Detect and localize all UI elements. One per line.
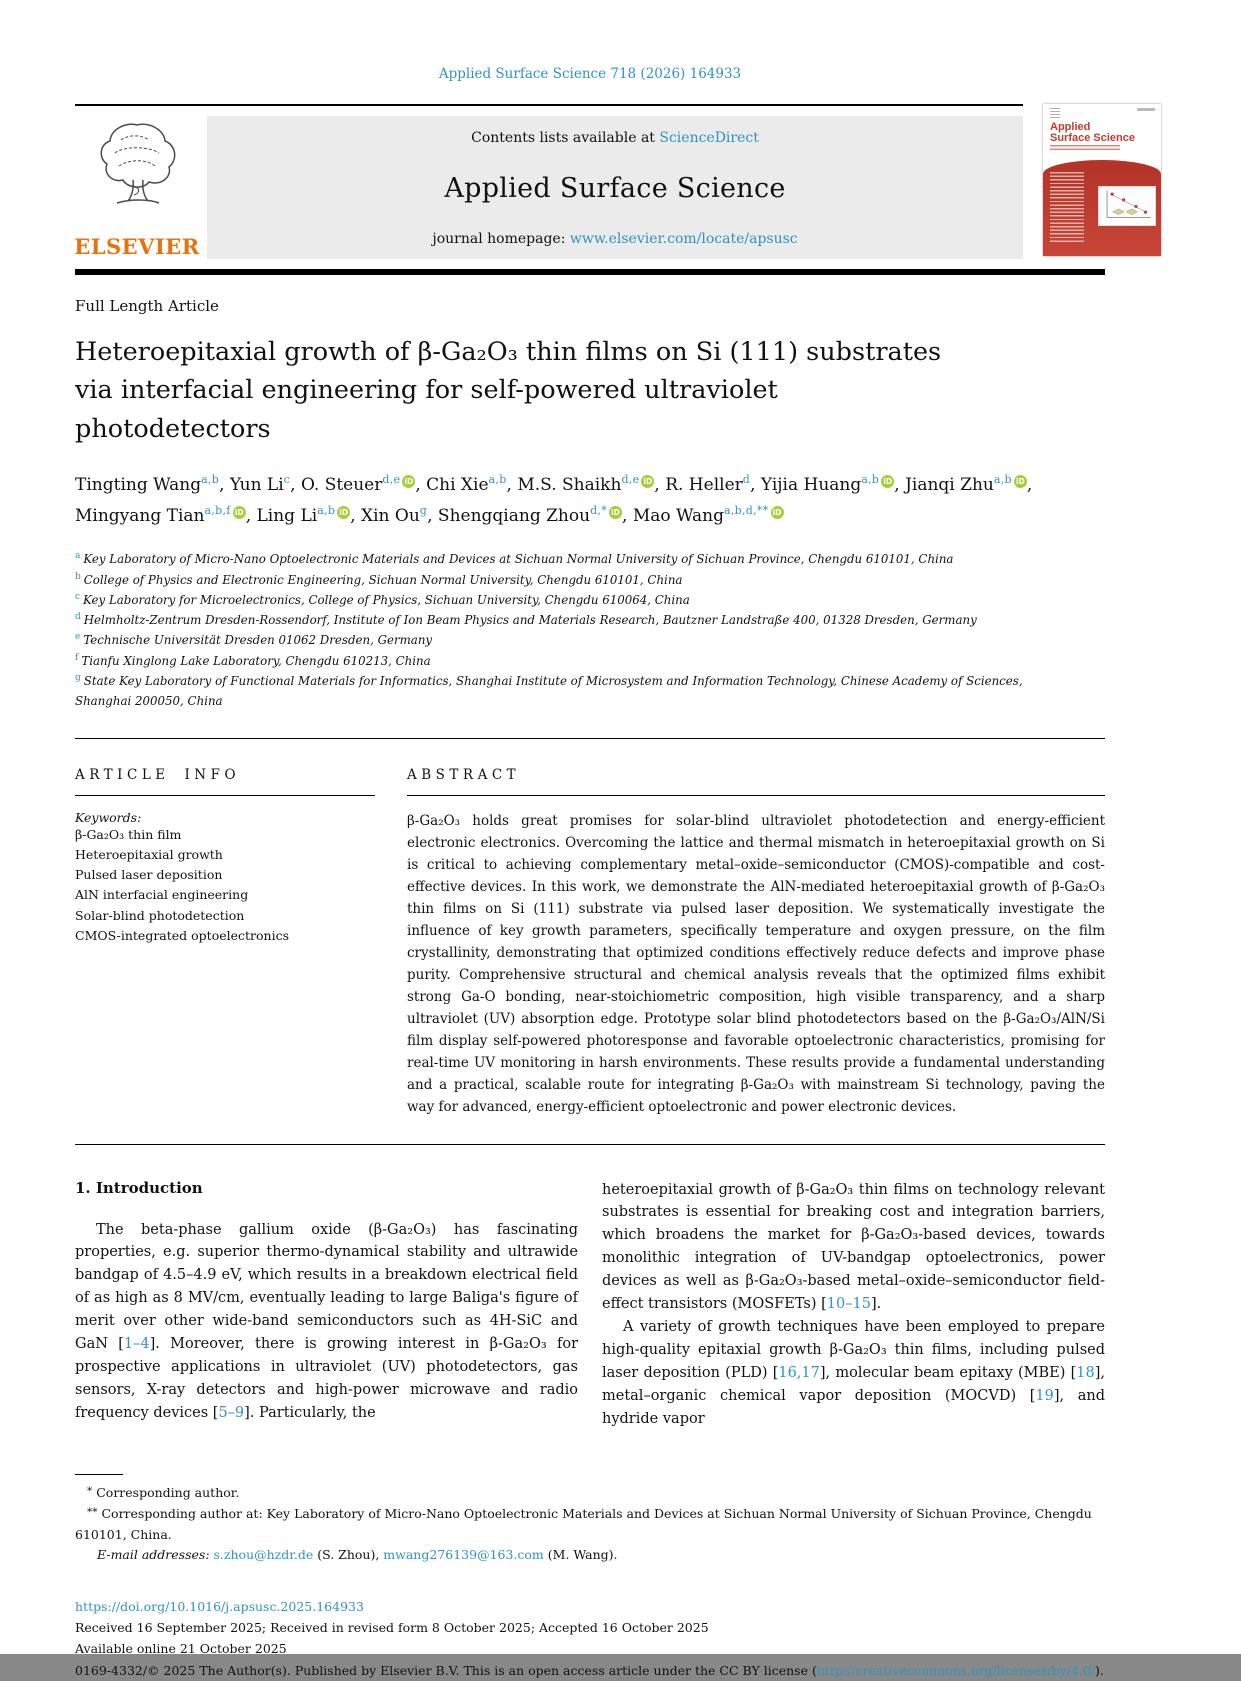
journal-cover-thumbnail bbox=[1043, 104, 1161, 256]
orcid-icon[interactable]: iD bbox=[881, 475, 894, 488]
superscript-marker: g bbox=[419, 503, 428, 517]
orcid-icon[interactable]: iD bbox=[1014, 475, 1027, 488]
intro-left-column bbox=[75, 1179, 578, 1431]
keywords-label: Keywords: bbox=[75, 809, 142, 825]
text-segment: , Yun Li bbox=[219, 474, 284, 495]
cover-editor-list bbox=[1050, 172, 1084, 242]
keyword-item: Pulsed laser deposition bbox=[75, 867, 223, 882]
text-segment: , Mao Wang bbox=[622, 505, 724, 526]
affiliation-text: Key Laboratory for Microelectronics, College of Physics, Sichuan University, Chengdu 610064, China bbox=[83, 592, 690, 607]
affiliation-letter: d bbox=[75, 612, 81, 623]
inline-link[interactable]: 19 bbox=[1035, 1387, 1054, 1404]
cover-inset-chart bbox=[1098, 186, 1156, 226]
affiliation-letter: c bbox=[75, 591, 81, 602]
inline-link[interactable]: 10–15 bbox=[826, 1296, 871, 1313]
text-segment: , M.S. Shaikh bbox=[506, 474, 622, 495]
text-segment: , O. Steuer bbox=[290, 474, 383, 495]
superscript-marker: a,b bbox=[861, 472, 880, 486]
affiliation-letter: b bbox=[75, 571, 81, 582]
abstract-column bbox=[407, 767, 1105, 1118]
article-info-heading: ARTICLE INFO bbox=[75, 766, 241, 783]
text-segment: , Yijia Huang bbox=[750, 474, 862, 495]
section-divider bbox=[75, 738, 1105, 739]
introduction-section bbox=[75, 1179, 1105, 1431]
keyword-item: AlN interfacial engineering bbox=[75, 887, 249, 903]
text-segment: Corresponding author at: Key Laboratory of Micro-Nano Optoelectronic Materials and Devices at Sichuan Normal University of Sichuan Province, Chengdu 610101, China. bbox=[75, 1506, 1092, 1542]
cover-issue-mark bbox=[1137, 108, 1155, 111]
text-segment: Corresponding author. bbox=[92, 1485, 240, 1501]
text-segment: Tingting Wang bbox=[75, 474, 202, 495]
text-segment: ). bbox=[1095, 1662, 1104, 1678]
footnote-rule bbox=[75, 1474, 123, 1475]
superscript-marker: d,* bbox=[590, 503, 608, 517]
affiliation-letter: g bbox=[75, 672, 81, 683]
text-segment: The beta-phase gallium oxide (β-Ga₂O₃) has fascinating properties, e.g. superior thermo-dynamical stability and ultrawide bandgap of 4.5–4.9 eV, which results in a breakdown electrical field of as high as 8 MV/cm, eventually leading to large Baliga's figure of merit over other wide-band semiconductors such as 4H-SiC and GaN [ bbox=[75, 1221, 578, 1353]
keyword-item: Solar-blind photodetection bbox=[75, 907, 245, 923]
text-segment: ]. Particularly, the bbox=[244, 1404, 376, 1421]
text-segment: A variety of growth techniques have been employed to prepare high-quality epitaxial growth β-Ga₂O₃ thin films, including pulsed laser deposition (PLD) [ bbox=[602, 1318, 1105, 1381]
abstract-heading: ABSTRACT bbox=[407, 766, 521, 783]
sciencedirect-link[interactable]: ScienceDirect bbox=[659, 130, 759, 146]
orcid-icon[interactable]: iD bbox=[233, 506, 246, 519]
orcid-icon[interactable]: iD bbox=[641, 475, 654, 488]
journal-title: Applied Surface Science bbox=[444, 173, 786, 204]
available-online: Available online 21 October 2025 bbox=[75, 1641, 287, 1657]
orcid-icon[interactable]: iD bbox=[402, 475, 415, 488]
keyword-item: β-Ga₂O₃ thin film bbox=[75, 826, 182, 842]
text-segment: , Shengqiang Zhou bbox=[427, 505, 591, 526]
affiliation-row bbox=[75, 549, 1075, 569]
superscript-marker: a,b,f bbox=[204, 503, 231, 517]
affiliation-letter: a bbox=[75, 551, 81, 562]
text-segment: , Ling Li bbox=[245, 505, 318, 526]
text-segment: , Xin Ou bbox=[350, 505, 420, 526]
text-segment: ]. Moreover, there is growing interest in β-Ga₂O₃ for prospective applications in ultraviolet (UV) photodetectors, gas sensors, X-ray detectors and high-power microwave and radio frequency devices [ bbox=[75, 1336, 578, 1421]
affiliation-row bbox=[75, 570, 1075, 590]
contents-prefix: Contents lists available at bbox=[471, 130, 660, 146]
journal-header-main bbox=[75, 104, 1023, 259]
affiliation-row bbox=[75, 671, 1075, 712]
inline-link[interactable]: 16,17 bbox=[778, 1364, 820, 1381]
text-segment: , Chi Xie bbox=[415, 474, 489, 495]
publication-metadata bbox=[75, 1596, 1105, 1681]
text-segment: ], and hydride vapor bbox=[602, 1387, 1105, 1427]
text-segment: (M. Wang). bbox=[543, 1547, 618, 1563]
orcid-icon[interactable]: iD bbox=[609, 506, 622, 519]
keyword-item: Heteroepitaxial growth bbox=[75, 846, 223, 862]
superscript-marker: a,b,d,** bbox=[723, 503, 769, 517]
superscript-marker: a,b bbox=[488, 472, 507, 486]
affiliation-text: Technische Universität Dresden 01062 Dresden, Germany bbox=[83, 633, 433, 648]
journal-homepage-link[interactable]: www.elsevier.com/locate/apsusc bbox=[569, 231, 798, 247]
keyword-item: CMOS-integrated optoelectronics bbox=[75, 927, 290, 943]
intro-paragraph bbox=[602, 1316, 1105, 1431]
affiliation-letter: f bbox=[75, 652, 79, 663]
text-segment: ]. bbox=[870, 1296, 882, 1313]
affiliation-list bbox=[75, 549, 1241, 711]
text-segment: E-mail addresses: bbox=[97, 1547, 214, 1563]
journal-header bbox=[75, 104, 1161, 259]
inline-link[interactable]: mwang276139@163.com bbox=[383, 1547, 544, 1563]
intro-paragraph bbox=[75, 1219, 578, 1425]
text-segment: , Mingyang Tian bbox=[75, 474, 1033, 526]
abstract-rule bbox=[407, 795, 1105, 796]
doi-link[interactable]: https://doi.org/10.1016/j.apsusc.2025.164933 bbox=[75, 1598, 364, 1614]
orcid-icon[interactable]: iD bbox=[771, 506, 784, 519]
superscript-marker: a,b bbox=[993, 472, 1012, 486]
intro-paragraph bbox=[602, 1179, 1105, 1316]
text-segment: , Jianqi Zhu bbox=[894, 474, 994, 495]
contents-line bbox=[217, 130, 1013, 146]
inline-link[interactable]: 18 bbox=[1076, 1364, 1095, 1381]
homepage-line bbox=[217, 231, 1013, 247]
inline-link[interactable]: 5–9 bbox=[218, 1404, 245, 1421]
affiliation-row bbox=[75, 651, 1075, 671]
info-abstract-section bbox=[75, 767, 1105, 1118]
elsevier-logo[interactable] bbox=[75, 116, 207, 259]
abstract-text: β-Ga₂O₃ holds great promises for solar-blind ultraviolet photodetection and energy-efficient electronic electronics. Overcoming the lattice and thermal mismatch in heteroepitaxial growth on Si is critical to achieving complementary metal–oxide–semiconductor (CMOS)-compatible and cost-effective devices. In this work, we demonstrate the AlN-mediated heteroepitaxial growth of β-Ga₂O₃ thin films on Si (111) substrate via pulsed laser deposition. We systematically investigate the influence of key growth parameters, specifically temperature and oxygen pressure, on the film crystallinity, demonstrating that optimized conditions effectively reduce defects and improve phase purity. Comprehensive structural and chemical analysis reveals that the optimized films exhibit strong Ga-O bonding, near-stoichiometric composition, high visible transparency, and a sharp ultraviolet (UV) absorption edge. Prototype solar blind photodetectors based on the β-Ga₂O₃/AlN/Si film display self-powered photoresponse and favorable optoelectronic characteristics, promising for real-time UV monitoring in harsh environments. These results provide a fundamental understanding and a practical, scalable route for integrating β-Ga₂O₃ with mainstream Si technology, paving the way for advanced, energy-efficient optoelectronic and power electronic devices. bbox=[407, 812, 1105, 1115]
affiliation-letter: e bbox=[75, 632, 81, 643]
footnotes-section bbox=[75, 1474, 1241, 1566]
affiliation-text: Key Laboratory of Micro-Nano Optoelectronic Materials and Devices at Sichuan Normal University of Sichuan Province, Chengdu 610101, China bbox=[83, 552, 954, 567]
corresponding-author-note-2 bbox=[75, 1504, 1105, 1545]
text-segment: ], metal–organic chemical vapor deposition (MOCVD) [ bbox=[602, 1364, 1105, 1404]
inline-link[interactable]: http://creativecommons.org/licenses/by/4.0/ bbox=[816, 1662, 1096, 1678]
affiliation-row bbox=[75, 610, 1075, 630]
affiliation-text: Tianfu Xinglong Lake Laboratory, Chengdu 610213, China bbox=[81, 653, 431, 668]
orcid-icon[interactable]: iD bbox=[337, 506, 350, 519]
license-line bbox=[75, 1660, 1105, 1681]
inline-link[interactable]: s.zhou@hzdr.de bbox=[213, 1547, 314, 1563]
text-segment: (S. Zhou), bbox=[313, 1547, 384, 1563]
corresponding-author-note bbox=[75, 1483, 1105, 1504]
affiliation-text: College of Physics and Electronic Engineering, Sichuan Normal University, Chengdu 610101, China bbox=[83, 572, 683, 587]
text-segment: * bbox=[87, 1485, 93, 1498]
journal-citation: Applied Surface Science 718 (2026) 164933 bbox=[438, 66, 742, 82]
intro-right-column bbox=[602, 1179, 1105, 1431]
superscript-marker: d bbox=[742, 472, 751, 486]
text-segment: 0169-4332/© 2025 The Author(s). Published by Elsevier B.V. This is an open access article under the CC BY license ( bbox=[75, 1662, 817, 1678]
section-divider bbox=[75, 1144, 1105, 1145]
journal-masthead bbox=[207, 116, 1023, 259]
cover-subtitle-lines bbox=[1050, 145, 1120, 152]
author-list bbox=[75, 470, 1055, 532]
superscript-marker: a,b bbox=[317, 503, 336, 517]
text-segment: ], molecular beam epitaxy (MBE) [ bbox=[819, 1364, 1077, 1381]
affiliation-text: Helmholtz-Zentrum Dresden-Rossendorf, Institute of Ion Beam Physics and Materials Research, Bautzner Landstraße 400, 01328 Dresden, Germany bbox=[83, 613, 977, 628]
article-info-column bbox=[75, 767, 375, 1118]
affiliation-text: State Key Laboratory of Functional Materials for Informatics, Shanghai Institute of Microsystem and Information Technology, Chinese Academy of Sciences, Shanghai 200050, China bbox=[75, 673, 1023, 709]
affiliation-row bbox=[75, 630, 1075, 650]
email-addresses-note bbox=[75, 1545, 1105, 1566]
cover-red-body bbox=[1043, 160, 1161, 256]
paper-title: Heteroepitaxial growth of β-Ga₂O₃ thin films on Si (111) substrates via interfacial engineering for self-powered ultraviolet photodetectors bbox=[75, 337, 942, 444]
superscript-marker: d,e bbox=[621, 472, 640, 486]
elsevier-wordmark: ELSEVIER bbox=[74, 234, 200, 259]
text-segment: ** bbox=[87, 1506, 98, 1519]
inline-link[interactable]: 1–4 bbox=[123, 1336, 150, 1353]
article-info-rule bbox=[75, 795, 375, 796]
cover-mini-logo bbox=[1050, 108, 1060, 120]
article-type: Full Length Article bbox=[75, 297, 219, 315]
superscript-marker: d,e bbox=[382, 472, 401, 486]
superscript-marker: c bbox=[283, 472, 291, 486]
superscript-marker: a,b bbox=[201, 472, 220, 486]
elsevier-tree-icon bbox=[91, 120, 183, 210]
text-segment: , R. Heller bbox=[654, 474, 743, 495]
cover-top-band bbox=[1043, 104, 1161, 160]
introduction-heading: 1. Introduction bbox=[75, 1178, 203, 1197]
homepage-prefix: journal homepage: bbox=[432, 231, 570, 247]
cover-journal-title: Applied Surface Science bbox=[1050, 121, 1135, 144]
header-thick-rule bbox=[75, 269, 1105, 275]
text-segment: heteroepitaxial growth of β-Ga₂O₃ thin films on technology relevant substrates is essential for breaking cost and integration barriers, which broadens the market for β-Ga₂O₃-based devices, towards monolithic integration of UV-bandgap optoelectronics, power devices as well as β-Ga₂O₃-based metal–oxide–semiconductor field-effect transistors (MOSFETs) [ bbox=[602, 1181, 1105, 1313]
affiliation-row bbox=[75, 590, 1075, 610]
received-dates: Received 16 September 2025; Received in revised form 8 October 2025; Accepted 16 October 2025 bbox=[75, 1620, 709, 1636]
